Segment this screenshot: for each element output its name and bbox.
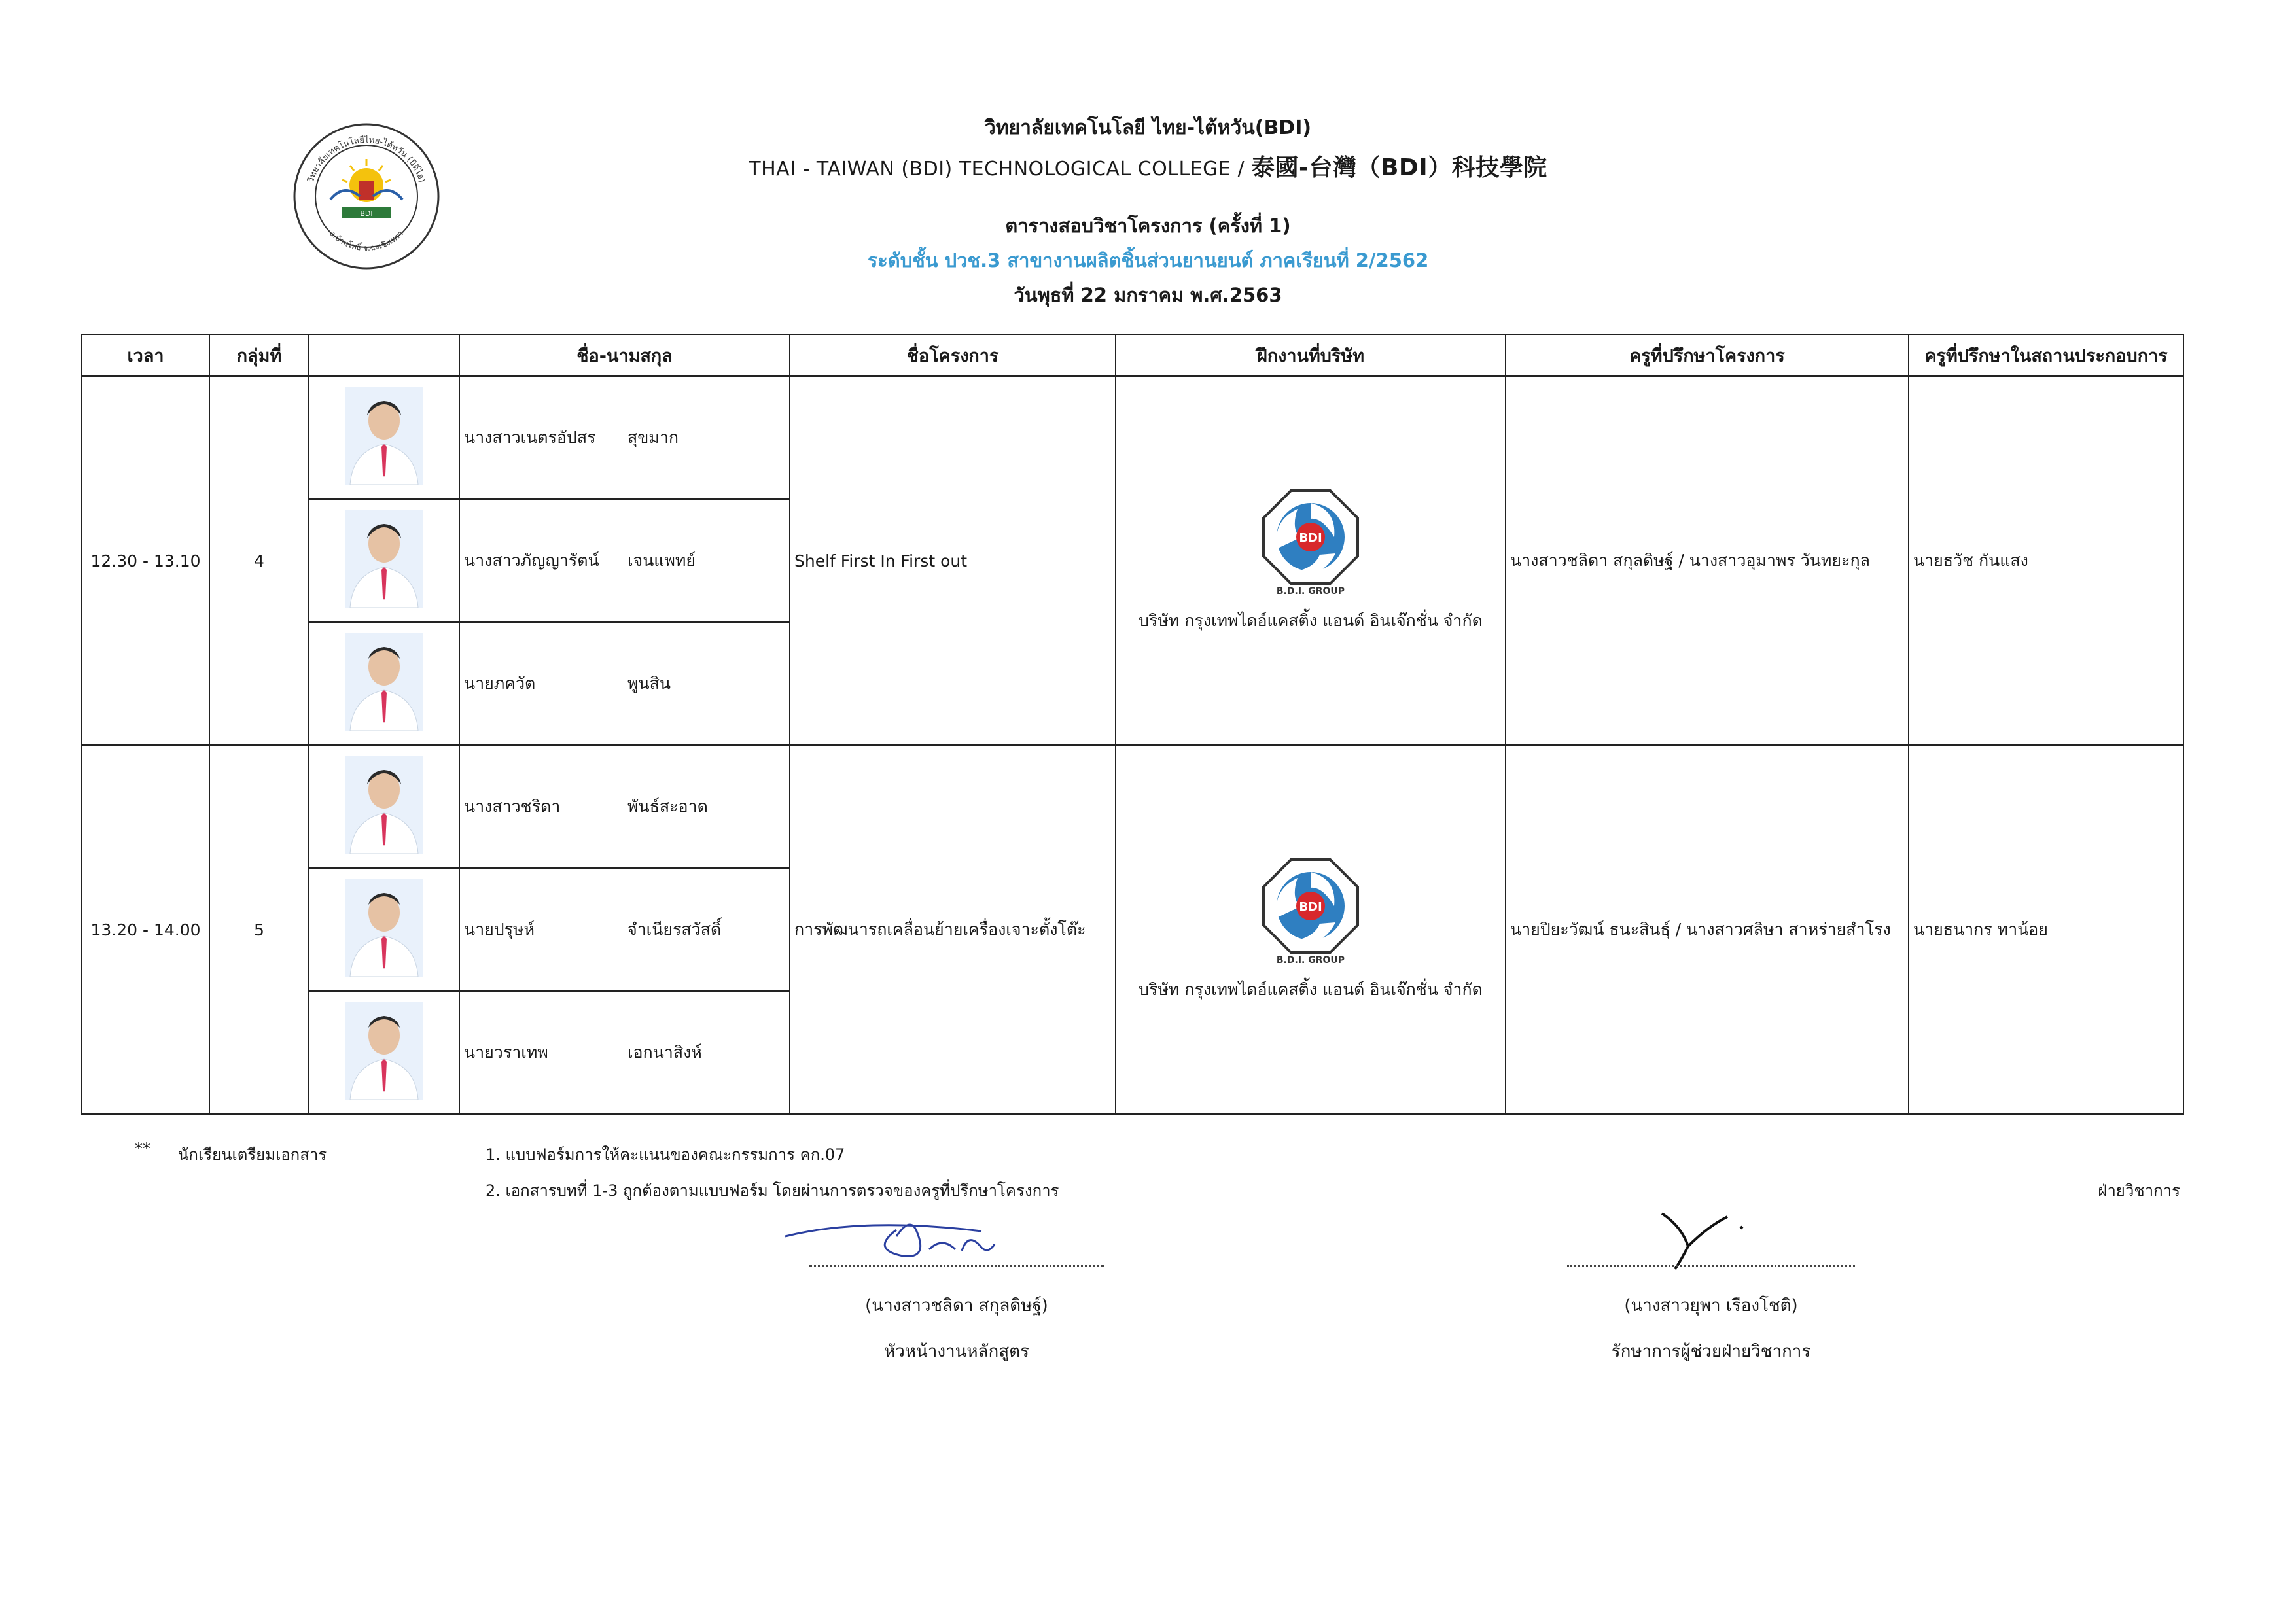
signer-1-name: (นางสาวชลิดา สกุลดิษฐ์) [865, 1296, 1048, 1316]
exam-date: วันพุธที่ 22 มกราคม พ.ศ.2563 [1014, 284, 1282, 306]
student-photo-icon [345, 633, 423, 731]
program-line: ระดับชั้น ปวช.3 สาขางานผลิตชิ้นส่วนยานยนต์ ภาคเรียนที่ 2/2562 [867, 249, 1429, 271]
mentor-cell: นายธวัช กันแสง [1909, 376, 2183, 745]
advisor-cell: นายปิยะวัฒน์ ธนะสินธุ์ / นางสาวศลิษา สาหร่ายสำโรง [1506, 745, 1909, 1114]
header-company: ฝึกงานที่บริษัท [1116, 334, 1506, 376]
student-photo-icon [345, 879, 423, 977]
student-last-name: สุขมาก [627, 428, 679, 447]
student-name [459, 622, 790, 745]
note-item-2: 2. เอกสารบทที่ 1-3 ถูกต้องตามแบบฟอร์ม โดยผ่านการตรวจของครูที่ปรึกษาโครงการ [486, 1181, 1059, 1200]
student-name [459, 991, 790, 1114]
student-last-name: เจนแพทย์ [627, 551, 696, 570]
student-photo [309, 499, 459, 622]
student-name [459, 868, 790, 991]
college-name-thai: วิทยาลัยเทคโนโลยี ไทย-ไต้หวัน(BDI) [984, 116, 1312, 139]
department-label: ฝ่ายวิชาการ [2098, 1181, 2180, 1200]
bdi-group-logo-icon [1258, 857, 1363, 965]
svg-text:BDI: BDI [1299, 531, 1322, 545]
student-last-name: เอกนาสิงห์ [627, 1043, 702, 1062]
svg-text:B.D.I. GROUP: B.D.I. GROUP [1276, 954, 1345, 965]
exam-schedule-table [81, 334, 2184, 1115]
signer-1-position: หัวหน้างานหลักสูตร [884, 1342, 1029, 1361]
student-first-name: นายปรุษห์ [464, 920, 535, 939]
student-photo-icon [345, 1002, 423, 1100]
signer-2-position: รักษาการผู้ช่วยฝ่ายวิชาการ [1611, 1342, 1811, 1361]
student-first-name: นางสาวชริดา [464, 797, 561, 816]
student-name [459, 376, 790, 499]
company-cell [1116, 376, 1506, 745]
signature-1-icon [779, 1204, 1027, 1269]
time-cell: 12.30 - 13.10 [82, 376, 209, 745]
student-photo [309, 622, 459, 745]
svg-text:B.D.I. GROUP: B.D.I. GROUP [1276, 585, 1345, 596]
signature-line-1 [809, 1265, 1104, 1267]
group-cell: 4 [209, 376, 309, 745]
student-photo [309, 376, 459, 499]
header-group: กลุ่มที่ [209, 334, 309, 376]
student-last-name: พูนสิน [627, 674, 671, 693]
header-name: ชื่อ-นามสกุล [459, 334, 790, 376]
signature-line-2 [1567, 1265, 1855, 1267]
header-project: ชื่อโครงการ [790, 334, 1116, 376]
student-last-name: พันธ์สะอาด [627, 797, 708, 816]
student-photo [309, 745, 459, 868]
bdi-group-logo-icon [1258, 488, 1363, 596]
schedule-title: ตารางสอบวิชาโครงการ (ครั้งที่ 1) [1005, 215, 1291, 237]
student-photo-icon [345, 510, 423, 608]
table-header-row [82, 334, 2183, 376]
header-photo [309, 334, 459, 376]
svg-text:วิทยาลัยเทคโนโลยีไทย-ไต้หวัน (: วิทยาลัยเทคโนโลยีไทย-ไต้หวัน (บีดีไอ) [306, 135, 427, 184]
project-cell: การพัฒนารถเคลื่อนย้ายเครื่องเจาะตั้งโต๊ะ [790, 745, 1116, 1114]
time-cell: 13.20 - 14.00 [82, 745, 209, 1114]
mentor-cell: นายธนากร ทาน้อย [1909, 745, 2183, 1114]
student-photo [309, 868, 459, 991]
student-first-name: นางสาวภัญญารัตน์ [464, 551, 599, 570]
student-first-name: นายภควัต [464, 674, 536, 693]
note-mark: ** [135, 1140, 150, 1158]
svg-text:BDI: BDI [1299, 899, 1322, 914]
signature-2-icon [1649, 1200, 1754, 1272]
header-advisor: ครูที่ปรึกษาโครงการ [1506, 334, 1909, 376]
student-first-name: นางสาวเนตรอัปสร [464, 428, 596, 447]
college-name-chinese: 泰國-台灣（BDI）科技學院 [1251, 154, 1547, 181]
student-photo [309, 991, 459, 1114]
student-last-name: จำเนียรสวัสดิ์ [627, 920, 722, 939]
student-photo-icon [345, 756, 423, 854]
group-cell: 5 [209, 745, 309, 1114]
student-photo-icon [345, 387, 423, 485]
project-cell: Shelf First In First out [790, 376, 1116, 745]
note-item-1: 1. แบบฟอร์มการให้คะแนนของคณะกรรมการ คก.07 [486, 1145, 845, 1164]
header-mentor: ครูที่ปรึกษาในสถานประกอบการ [1909, 334, 2183, 376]
header-time: เวลา [82, 334, 209, 376]
table-row [82, 745, 2183, 868]
svg-text:BDI: BDI [360, 209, 373, 218]
signer-2-name: (นางสาวยุพา เรืองโชติ) [1624, 1296, 1798, 1316]
table-row [82, 376, 2183, 499]
company-name: บริษัท กรุงเทพไดอ์แคสติ้ง แอนด์ อินเจ๊กชั่น จำกัด [1139, 979, 1483, 999]
student-name [459, 499, 790, 622]
svg-text:อ.บ้านโพธิ์ จ.ฉะเชิงเทรา: อ.บ้านโพธิ์ จ.ฉะเชิงเทรา [328, 228, 405, 253]
student-first-name: นายวราเทพ [464, 1043, 548, 1062]
college-name-en-cn [0, 149, 2296, 183]
student-name [459, 745, 790, 868]
college-name-english: THAI - TAIWAN (BDI) TECHNOLOGICAL COLLEGE / [749, 158, 1252, 181]
note-label: นักเรียนเตรียมเอกสาร [178, 1145, 327, 1164]
advisor-cell: นางสาวชลิดา สกุลดิษฐ์ / นางสาวอุมาพร วันทยะกุล [1506, 376, 1909, 745]
company-name: บริษัท กรุงเทพไดอ์แคสติ้ง แอนด์ อินเจ๊กชั่น จำกัด [1139, 610, 1483, 630]
company-cell [1116, 745, 1506, 1114]
